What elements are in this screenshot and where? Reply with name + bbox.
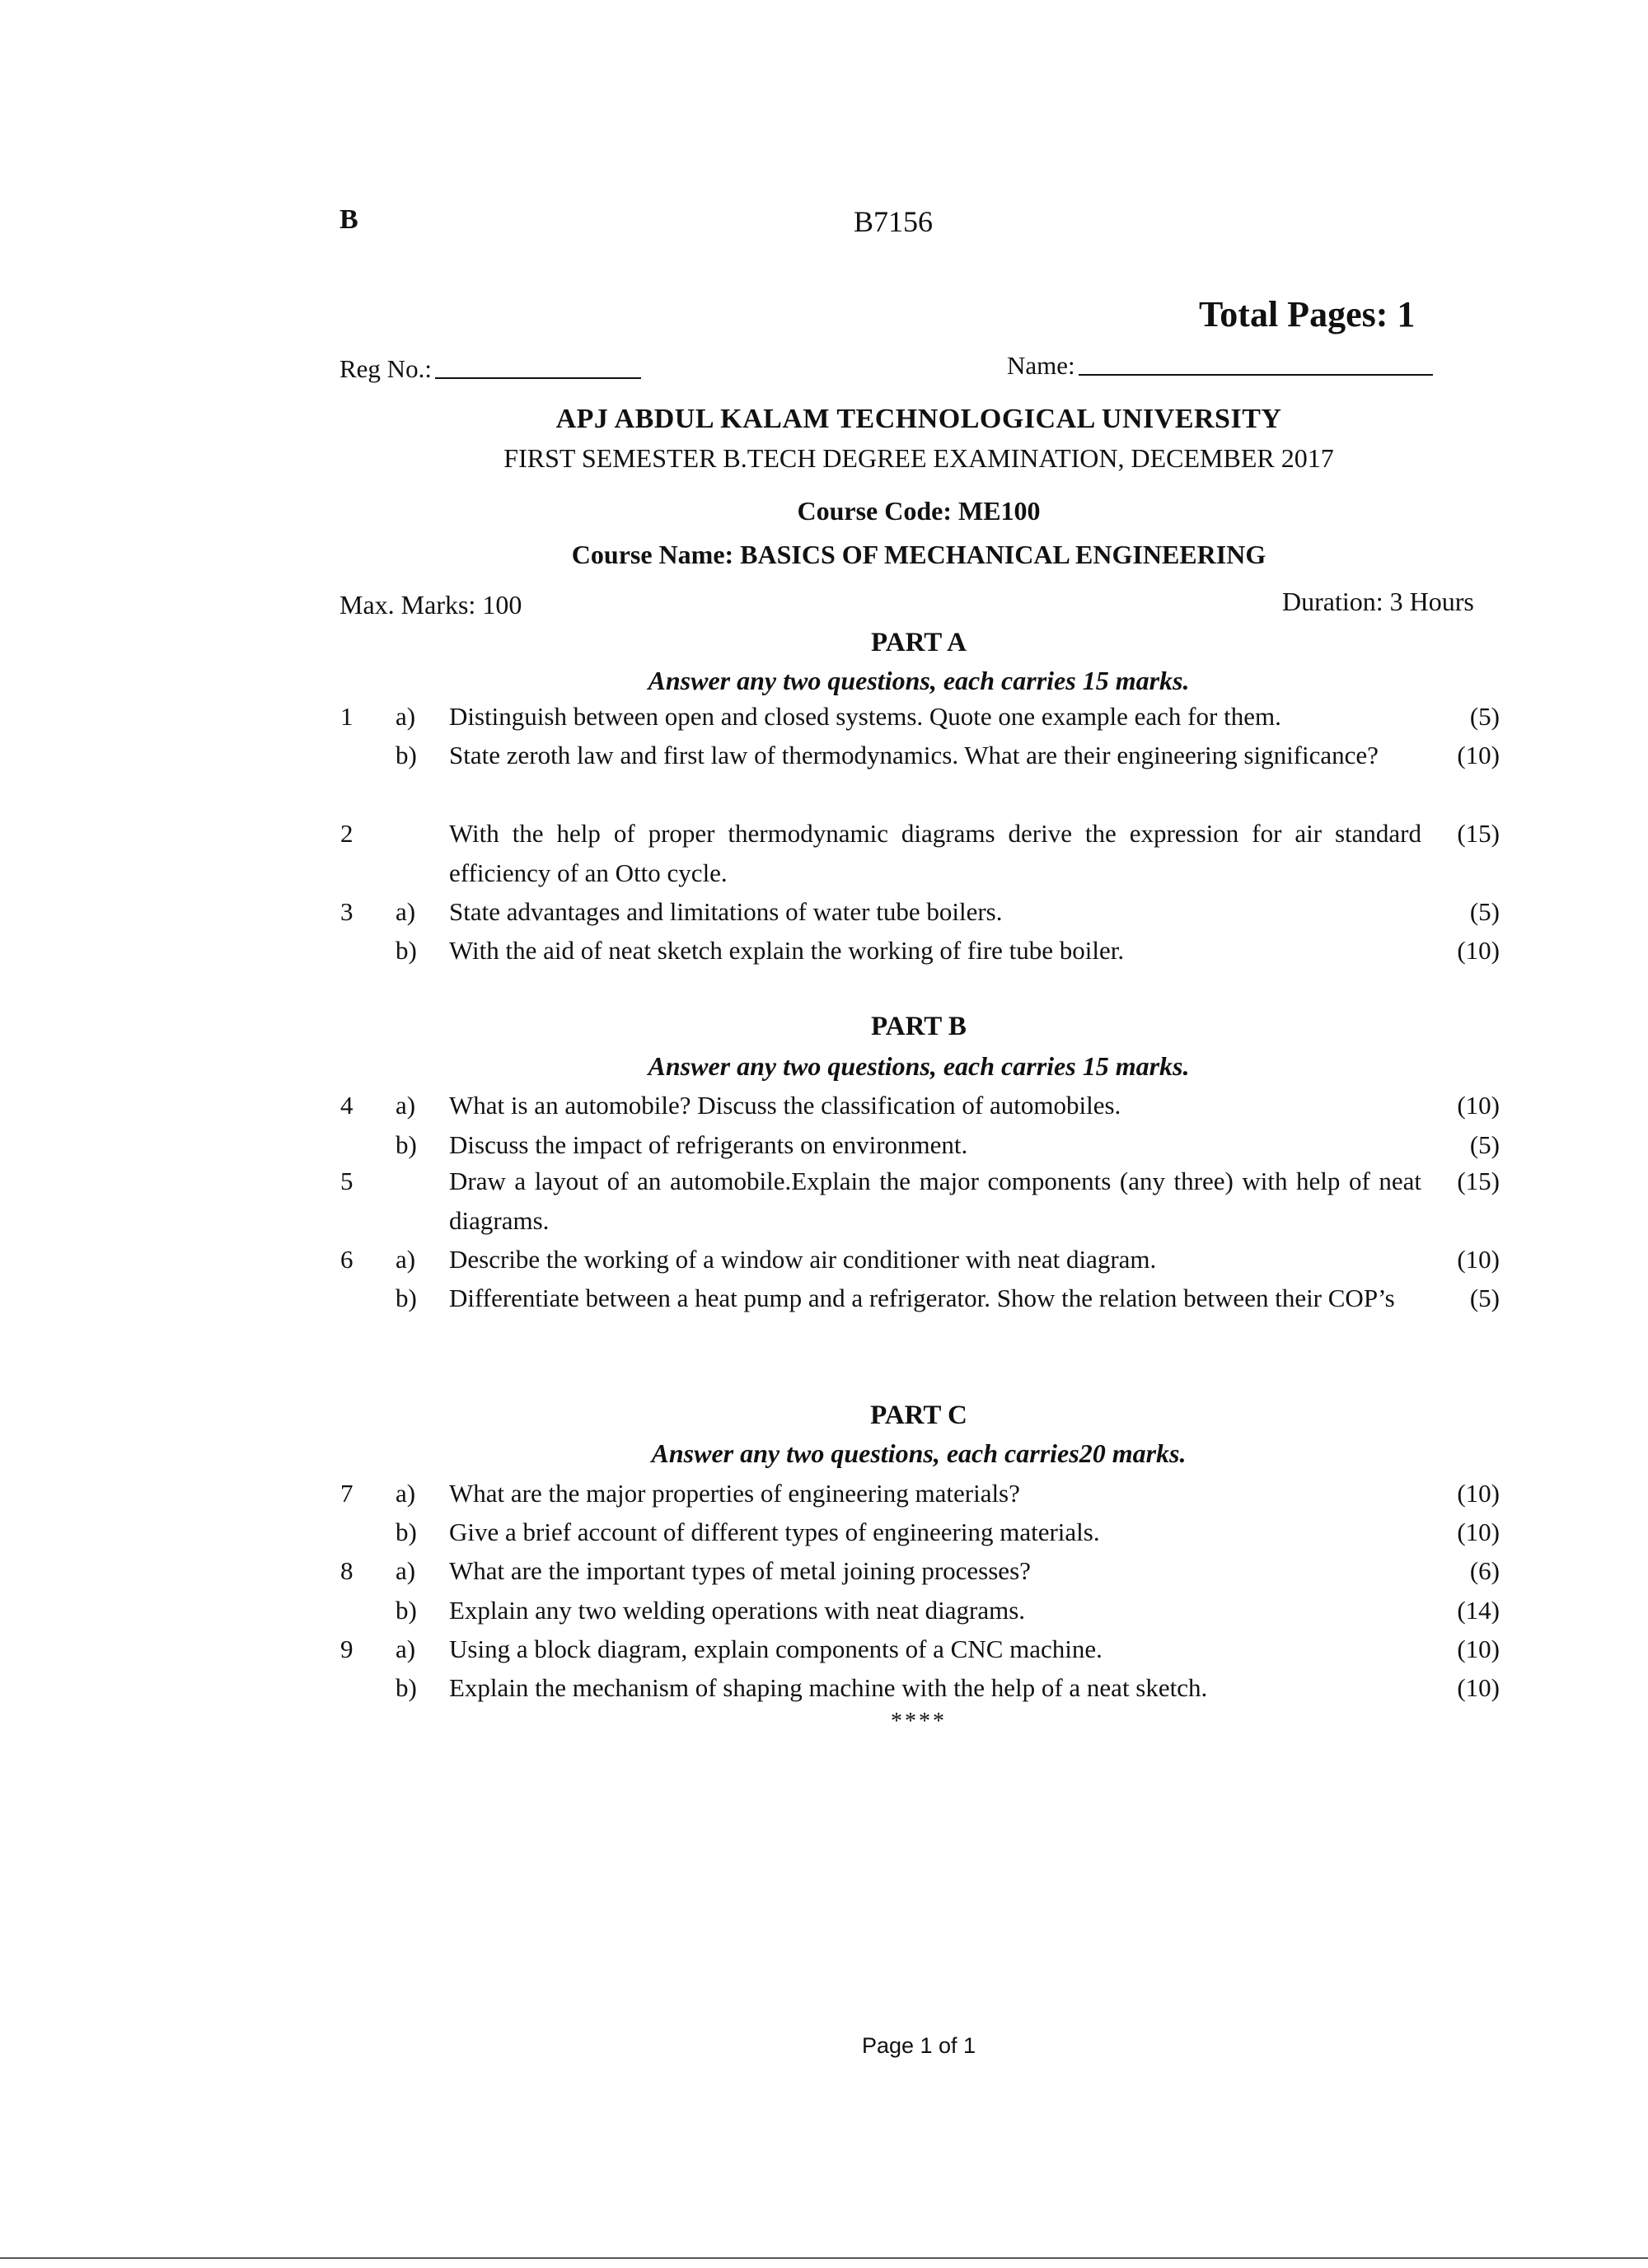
university-name: APJ ABDUL KALAM TECHNOLOGICAL UNIVERSITY [555, 404, 1282, 434]
total-pages: Total Pages: 1 [1199, 294, 1416, 334]
question-subpart: b) [396, 1517, 417, 1546]
reg-no-label: Reg No.: [339, 354, 432, 383]
question-number: 5 [340, 1167, 353, 1195]
question-marks: (14) [1457, 1596, 1500, 1625]
question-marks: (10) [1457, 936, 1500, 965]
question-marks: (10) [1457, 1091, 1500, 1120]
question-subpart: a) [396, 897, 416, 926]
question-subpart: a) [396, 1091, 416, 1120]
paper-code: B7156 [854, 205, 934, 238]
question-number: 4 [340, 1091, 353, 1120]
question-subpart: a) [396, 1556, 416, 1585]
page-footer: Page 1 of 1 [861, 2033, 976, 2058]
part-b-instruction: Answer any two questions, each carries 15 marks. [648, 1051, 1190, 1081]
question-text: What are the important types of metal joining processes? [449, 1556, 1031, 1585]
question-subpart: b) [396, 741, 417, 769]
question-marks: (5) [1469, 1130, 1500, 1159]
end-of-paper-mark: **** [891, 1709, 947, 1734]
question-number: 1 [340, 702, 353, 731]
question-marks: (10) [1457, 1479, 1500, 1508]
question-text: With the aid of neat sketch explain the working of fire tube boiler. [449, 936, 1125, 965]
question-text: Differentiate between a heat pump and a refrigerator. Show the relation between their COP’s [449, 1284, 1395, 1312]
question-text: Discuss the impact of refrigerants on environment. [449, 1130, 968, 1159]
question-text: What is an automobile? Discuss the classification of automobiles. [449, 1091, 1121, 1120]
part-b-title: PART B [871, 1012, 967, 1041]
reg-no-field [339, 354, 641, 384]
question-text: With the help of proper thermodynamic diagrams derive the expression for air standard efficiency of an Otto cycle. [449, 819, 1421, 887]
duration: Duration: 3 Hours [1282, 587, 1474, 616]
question-text: State advantages and limitations of water tube boilers. [449, 897, 1003, 926]
reg-no-blank [435, 377, 641, 379]
question-marks: (10) [1457, 1673, 1500, 1702]
part-c-title: PART C [870, 1401, 967, 1430]
bottom-rule [0, 2257, 1648, 2259]
question-text: Explain any two welding operations with neat diagrams. [449, 1596, 1026, 1625]
question-marks: (6) [1469, 1556, 1500, 1585]
question-number: 8 [340, 1556, 353, 1585]
question-text: What are the major properties of engineering materials? [449, 1479, 1020, 1508]
question-number: 9 [340, 1634, 353, 1663]
question-text: Explain the mechanism of shaping machine with the help of a neat sketch. [449, 1673, 1208, 1702]
question-subpart: b) [396, 1284, 417, 1312]
question-text: Give a brief account of different types of engineering materials. [449, 1517, 1100, 1546]
course-name: Course Name: BASICS OF MECHANICAL ENGINEERING [571, 540, 1266, 569]
question-marks: (15) [1457, 1167, 1500, 1195]
question-text: State zeroth law and first law of thermodynamics. What are their engineering significance? [449, 741, 1379, 769]
question-number: 2 [340, 819, 353, 848]
question-subpart: a) [396, 1479, 416, 1508]
question-marks: (15) [1457, 819, 1500, 848]
name-blank [1079, 374, 1433, 376]
question-marks: (5) [1469, 897, 1500, 926]
question-marks: (10) [1457, 1517, 1500, 1546]
question-subpart: a) [396, 1634, 416, 1663]
question-marks: (5) [1469, 1284, 1500, 1312]
question-marks: (10) [1457, 1245, 1500, 1274]
question-marks: (10) [1457, 741, 1500, 769]
name-label: Name: [1007, 351, 1075, 380]
question-subpart: b) [396, 1673, 417, 1702]
question-subpart: a) [396, 1245, 416, 1274]
question-subpart: b) [396, 936, 417, 965]
question-subpart: b) [396, 1130, 417, 1159]
question-subpart: b) [396, 1596, 417, 1625]
course-code: Course Code: ME100 [797, 496, 1041, 526]
question-set: B [339, 204, 358, 235]
question-marks: (10) [1457, 1634, 1500, 1663]
part-a-title: PART A [871, 628, 967, 657]
question-text: Distinguish between open and closed systems. Quote one example each for them. [449, 702, 1281, 731]
question-number: 6 [340, 1245, 353, 1274]
question-number: 3 [340, 897, 353, 926]
exam-title: FIRST SEMESTER B.TECH DEGREE EXAMINATION, DECEMBER 2017 [503, 443, 1334, 473]
question-text: Draw a layout of an automobile.Explain the major components (any three) with help of neat diagrams. [449, 1167, 1421, 1235]
part-c-instruction: Answer any two questions, each carries20 marks. [651, 1438, 1187, 1468]
question-subpart: a) [396, 702, 416, 731]
question-number: 7 [340, 1479, 353, 1508]
max-marks: Max. Marks: 100 [339, 590, 522, 620]
part-a-instruction: Answer any two questions, each carries 15 marks. [648, 666, 1190, 695]
question-marks: (5) [1469, 702, 1500, 731]
question-text: Describe the working of a window air conditioner with neat diagram. [449, 1245, 1157, 1274]
question-text: Using a block diagram, explain components of a CNC machine. [449, 1634, 1103, 1663]
name-field [1007, 351, 1433, 381]
